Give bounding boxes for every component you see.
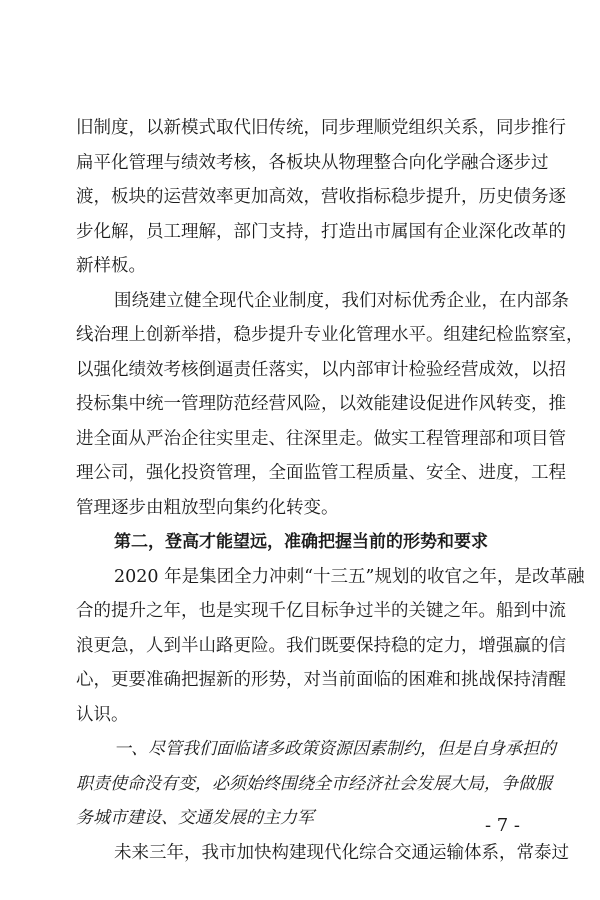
text-line: 进全面从严治企往实里走、往深里走。做实工程管理部和项目管 bbox=[76, 429, 566, 449]
text-line: 合的提升之年，也是实现千亿目标争过半的关键之年。船到中流 bbox=[76, 601, 566, 621]
text-line: 以强化绩效考核倒逼责任落实，以内部审计检验经营成效，以招 bbox=[76, 360, 566, 380]
text-line: 旧制度，以新模式取代旧传统，同步理顺党组织关系，同步推行 bbox=[76, 118, 566, 138]
text-line: 新样板。 bbox=[76, 256, 146, 276]
text-line: 认识。 bbox=[76, 705, 129, 725]
section-heading: 第二，登高才能望远，准确把握当前的形势和要求 bbox=[114, 532, 488, 552]
text-line: 步化解，员工理解，部门支持，打造出市属国有企业深化改革的 bbox=[76, 222, 566, 242]
text-line: 职责使命没有变，必须始终围绕全市经济社会发展大局，争做服 bbox=[76, 774, 552, 794]
text-line: 围绕建立健全现代企业制度，我们对标优秀企业，在内部条 bbox=[114, 291, 569, 311]
text-line: 心，更要准确把握新的形势，对当前面临的困难和挑战保持清醒 bbox=[76, 670, 566, 690]
text-line: 一、尽管我们面临诸多政策资源因素制约，但是自身承担的 bbox=[114, 739, 556, 759]
page-number: - 7 - bbox=[484, 815, 520, 836]
text-line: 务城市建设、交通发展的主力军 bbox=[76, 808, 314, 828]
text-line: 未来三年，我市加快构建现代化综合交通运输体系，常泰过 bbox=[114, 843, 569, 863]
text-line: 2020 年是集团全力冲刺“十三五”规划的收官之年，是改革融 bbox=[114, 567, 585, 587]
text-line: 理公司，强化投资管理，全面监管工程质量、安全、进度，工程 bbox=[76, 463, 566, 483]
text-line: 渡，板块的运营效率更加高效，营收指标稳步提升，历史债务逐 bbox=[76, 187, 566, 207]
text-line: 管理逐步由粗放型向集约化转变。 bbox=[76, 498, 339, 518]
text-line: 浪更急，人到半山路更险。我们既要保持稳的定力，增强赢的信 bbox=[76, 636, 566, 656]
text-line: 线治理上创新举措，稳步提升专业化管理水平。组建纪检监察室， bbox=[76, 325, 584, 345]
text-line: 投标集中统一管理防范经营风险，以效能建设促进作风转变，推 bbox=[76, 394, 566, 414]
text-line: 扁平化管理与绩效考核，各板块从物理整合向化学融合逐步过 bbox=[76, 153, 549, 173]
